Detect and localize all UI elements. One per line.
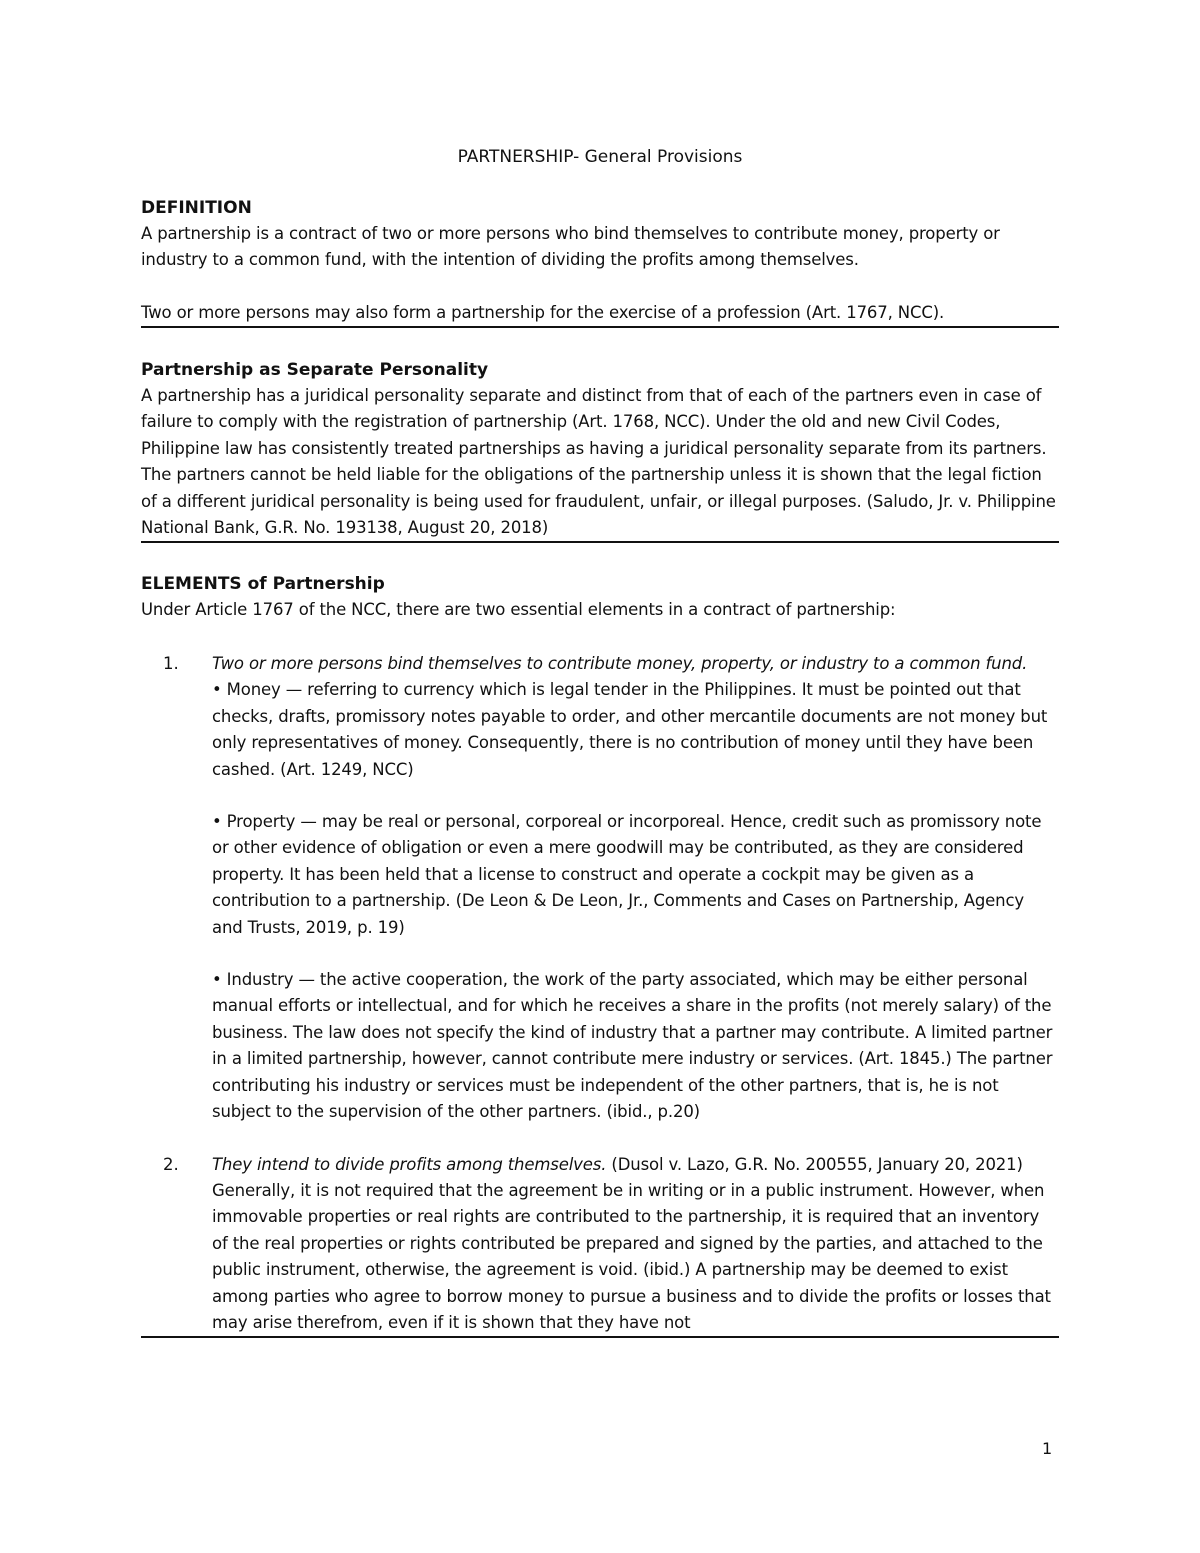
list-item-number: 2. <box>163 1154 179 1174</box>
element-two-citation: (Dusol v. Lazo, G.R. No. 200555, January 20, 2021) <box>606 1154 1023 1174</box>
separate-personality-paragraph: A partnership has a juridical personality separate and distinct from that of each of the partners even in case of failure to comply with the registration of partnership (Art. 1768, NCC). Under the old and new Civil Codes, Philippine law has consistently treated partnerships as having a juridical personality separate from its partners. The partners cannot be held liable for the obligations of the partnership unless it is shown that the legal fiction of a different juridical personality is being used for fraudulent, unfair, or illegal purposes. (Saludo, Jr. v. Philippine National Bank, G.R. No. 193138, August 20, 2018) <box>141 386 1056 538</box>
property-paragraph: • Property — may be real or personal, corporeal or incorporeal. Hence, credit such as promissory note or other evidence of obligation or even a mere goodwill may be contributed, as they are considered property. It has been held that a license to construct and operate a cockpit may be given as a contribution to a partnership. (De Leon & De Leon, Jr., Comments and Cases on Partnership, Agency and Trusts, 2019, p. 19) <box>212 812 1042 937</box>
elements-heading: ELEMENTS of Partnership <box>141 574 385 594</box>
page-number: 1 <box>1042 1439 1053 1458</box>
industry-paragraph: • Industry — the active cooperation, the work of the party associated, which may be either personal manual efforts or intellectual, and for which he receives a share in the profits (not merely salary) of the business. The law does not specify the kind of industry that a partner may contribute. A limited partner in a limited partnership, however, cannot contribute mere industry or services. (Art. 1845.) The partner contributing his industry or services must be independent of the other partners, that is, he is not subject to the supervision of the other partners. (ibid., p.20) <box>212 970 1053 1122</box>
element-two-heading <box>212 1152 1059 1178</box>
definition-paragraph: A partnership is a contract of two or more persons who bind themselves to contribute money, property or industry to a common fund, with the intention of dividing the profits among themselves. <box>141 224 1000 270</box>
definition-section <box>141 195 1059 328</box>
definition-rule <box>141 300 1059 328</box>
money-paragraph: • Money — referring to currency which is legal tender in the Philippines. It must be pointed out that checks, drafts, promissory notes payable to order, and other mercantile documents are not money but only representatives of money. Consequently, there is no contribution of money until they have been cashed. (Art. 1249, NCC) <box>212 680 1048 779</box>
list-item <box>141 1152 1059 1339</box>
document-title: PARTNERSHIP- General Provisions <box>457 147 743 167</box>
separate-personality-rule <box>141 383 1059 543</box>
definition-heading: DEFINITION <box>141 198 252 218</box>
list-item-number: 1. <box>163 654 179 673</box>
separate-personality-section <box>141 357 1059 543</box>
definition-profession-paragraph: Two or more persons may also form a partnership for the exercise of a profession (Art. 1767, NCC). <box>141 302 945 322</box>
element-one-title: Two or more persons bind themselves to contribute money, property, or industry to a common fund. <box>212 654 1028 673</box>
list-item <box>141 651 1059 1126</box>
elements-list <box>141 651 1059 1338</box>
elements-section <box>141 571 1059 623</box>
element-two-title: They intend to divide profits among themselves. <box>212 1154 607 1174</box>
separate-personality-heading: Partnership as Separate Personality <box>141 360 489 380</box>
elements-intro: Under Article 1767 of the NCC, there are two essential elements in a contract of partnership: <box>141 600 896 619</box>
element-two-body: Generally, it is not required that the agreement be in writing or in a public instrument. However, when immovable properties or real rights are contributed to the partnership, it is required that an inventory of the real properties or rights contributed be prepared and signed by the parties, and attached to the public instrument, otherwise, the agreement is void. (ibid.) A partnership may be deemed to exist among parties who agree to borrow money to pursue a business and to divide the profits or losses that may arise therefrom, even if it is shown that they have not <box>212 1180 1051 1332</box>
